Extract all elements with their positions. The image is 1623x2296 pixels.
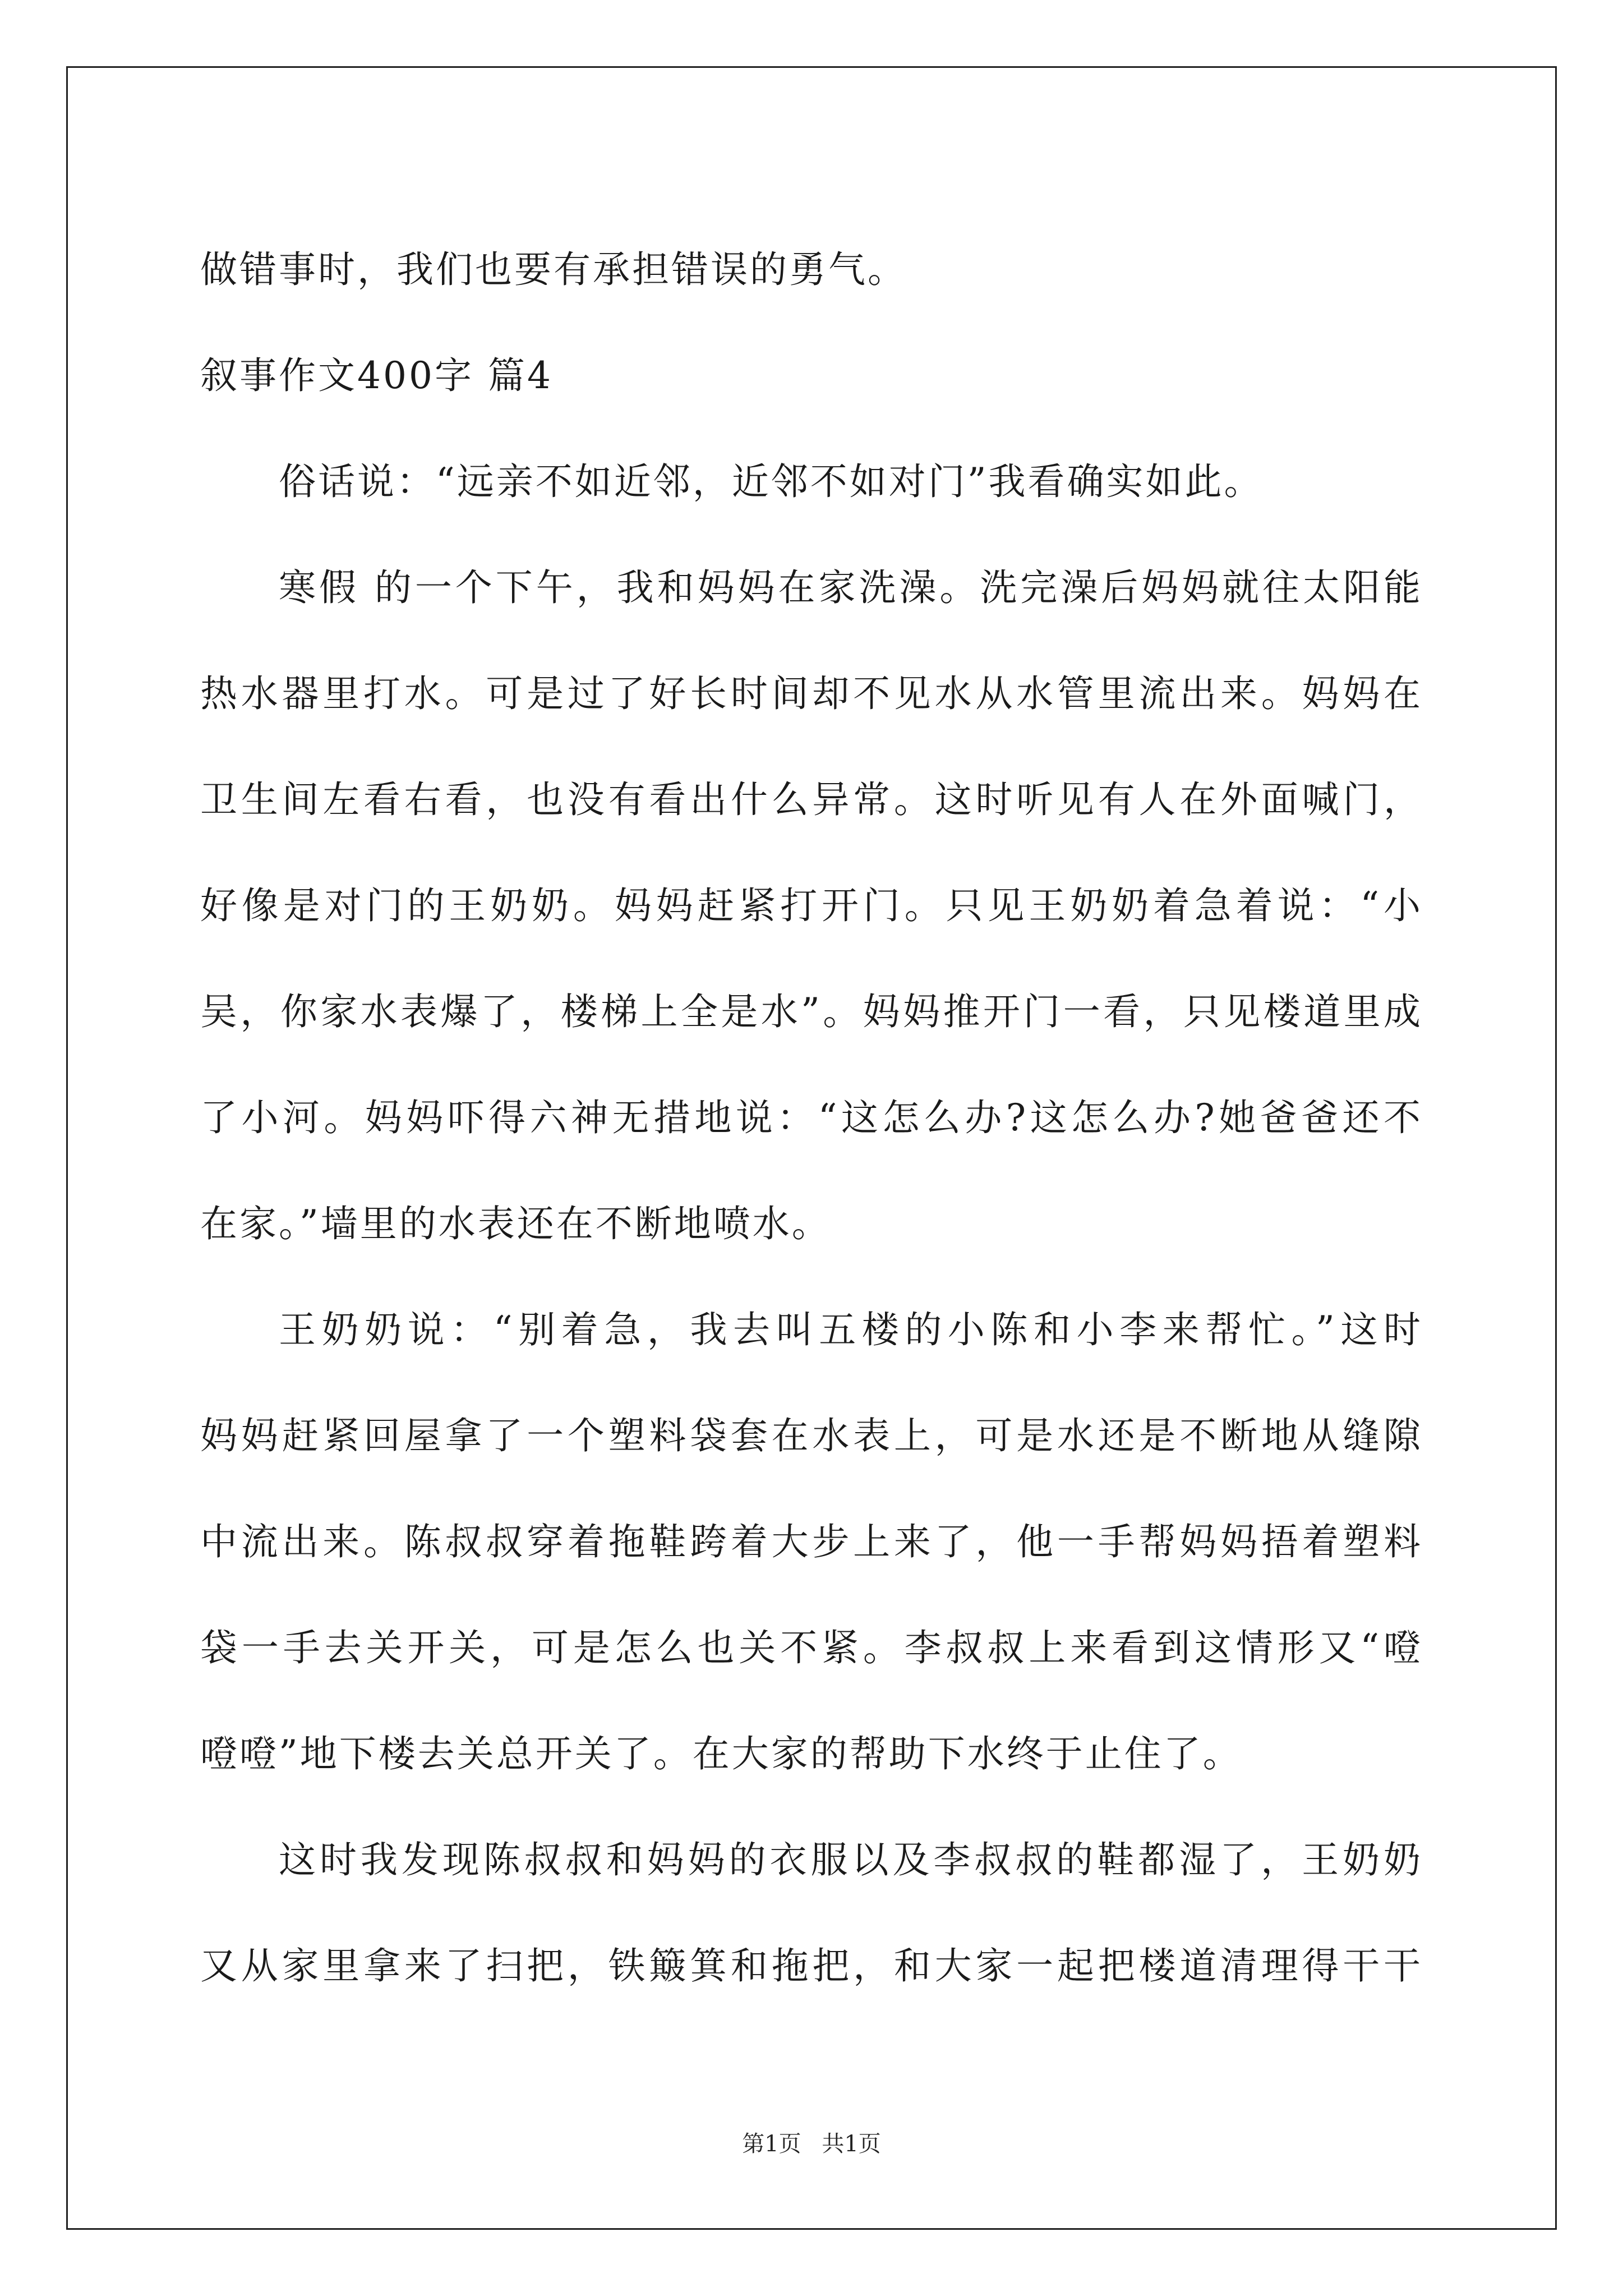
text-line-1: 做错事时，我们也要有承担错误的勇气。: [200, 248, 907, 291]
page-footer: [0, 2126, 1623, 2158]
section-heading: 叙事作文400字 篇4: [200, 354, 553, 397]
document-body: [200, 217, 1423, 2019]
text-line-13: 中流出来。陈叔叔穿着拖鞋跨着大步上来了，他一手帮妈妈捂着塑料: [200, 1520, 1423, 1563]
text-line-3: 俗话说：“远亲不如近邻，近邻不如对门”我看确实如此。: [279, 460, 1264, 503]
text-line-10: 在家。”墙里的水表还在不断地喷水。: [200, 1202, 831, 1245]
text-line-12: 妈妈赶紧回屋拿了一个塑料袋套在水表上，可是水还是不断地从缝隙: [200, 1414, 1423, 1457]
text-line-7: 好像是对门的王奶奶。妈妈赶紧打开门。只见王奶奶着急着说：“小: [200, 884, 1423, 927]
text-line-8: 吴，你家水表爆了，楼梯上全是水”。妈妈推开门一看，只见楼道里成: [200, 990, 1423, 1033]
text-line-4: 寒假 的一个下午，我和妈妈在家洗澡。洗完澡后妈妈就往太阳能: [279, 566, 1423, 609]
text-line-15: 噔噔”地下楼去关总开关了。在大家的帮助下水终于止住了。: [200, 1732, 1242, 1775]
text-line-6: 卫生间左看右看，也没有看出什么异常。这时听见有人在外面喊门，: [200, 778, 1423, 821]
text-line-11: 王奶奶说：“别着急，我去叫五楼的小陈和小李来帮忙。”这时: [279, 1308, 1423, 1351]
text-line-9: 了小河。妈妈吓得六神无措地说：“这怎么办?这怎么办?她爸爸还不: [200, 1096, 1423, 1139]
page-number: 第1页: [742, 2131, 801, 2157]
text-line-16: 这时我发现陈叔叔和妈妈的衣服以及李叔叔的鞋都湿了，王奶奶: [279, 1838, 1423, 1881]
page-total: 共1页: [822, 2131, 881, 2157]
text-line-5: 热水器里打水。可是过了好长时间却不见水从水管里流出来。妈妈在: [200, 672, 1423, 715]
text-line-17: 又从家里拿来了扫把，铁簸箕和拖把，和大家一起把楼道清理得干干: [200, 1944, 1423, 1987]
text-line-14: 袋一手去关开关，可是怎么也关不紧。李叔叔上来看到这情形又“噔: [200, 1626, 1423, 1669]
